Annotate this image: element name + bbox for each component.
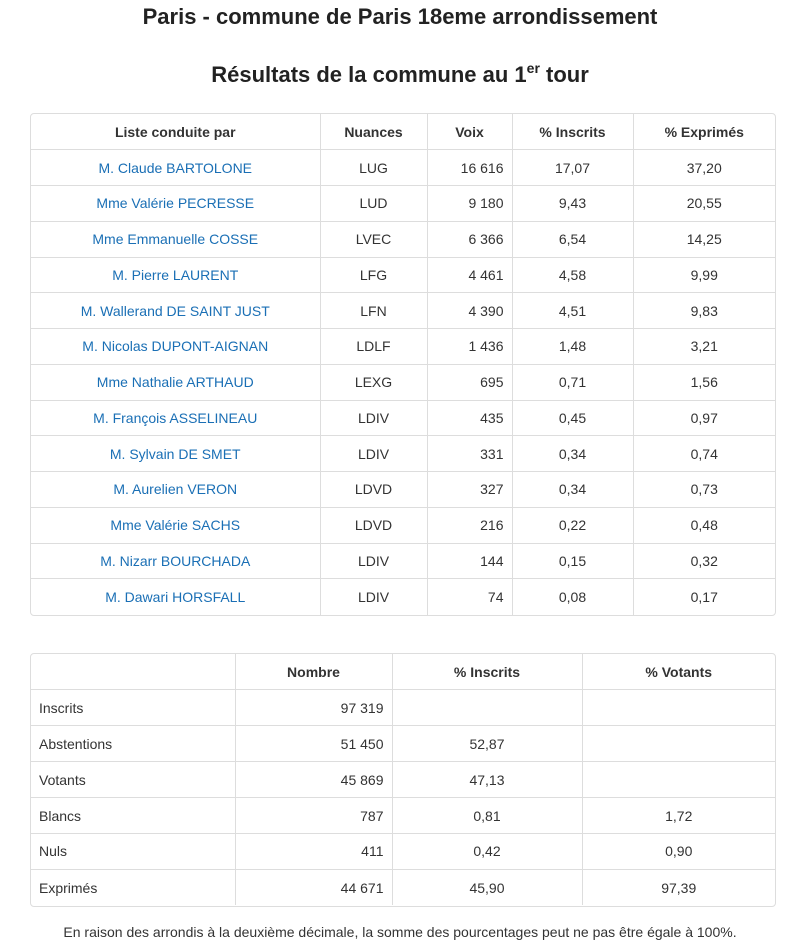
inscrits-cell: 0,71 xyxy=(512,364,633,400)
voix-cell: 327 xyxy=(427,472,512,508)
totals-row xyxy=(31,798,775,834)
voix-cell: 9 180 xyxy=(427,186,512,222)
exprimes-cell: 37,20 xyxy=(633,150,775,186)
header-nombre: Nombre xyxy=(235,654,392,690)
candidate-row xyxy=(31,221,775,257)
candidates-table xyxy=(31,114,775,615)
totals-inscrits-cell xyxy=(392,690,582,726)
totals-nombre-cell: 411 xyxy=(235,833,392,869)
totals-votants-cell xyxy=(582,690,775,726)
nuance-cell: LFN xyxy=(320,293,427,329)
header-totals-inscrits: % Inscrits xyxy=(392,654,582,690)
nuance-cell: LDIV xyxy=(320,543,427,579)
inscrits-cell: 0,34 xyxy=(512,436,633,472)
exprimes-cell: 9,83 xyxy=(633,293,775,329)
results-subtitle xyxy=(0,60,800,90)
totals-row xyxy=(31,762,775,798)
voix-cell: 16 616 xyxy=(427,150,512,186)
inscrits-cell: 0,22 xyxy=(512,507,633,543)
voix-cell: 435 xyxy=(427,400,512,436)
candidate-link[interactable]: Mme Valérie PECRESSE xyxy=(96,195,255,212)
exprimes-cell: 0,32 xyxy=(633,543,775,579)
candidate-name-cell xyxy=(31,257,320,293)
candidate-name-cell xyxy=(31,472,320,508)
voix-cell: 144 xyxy=(427,543,512,579)
candidate-name-cell xyxy=(31,329,320,365)
candidate-row xyxy=(31,543,775,579)
totals-row xyxy=(31,726,775,762)
candidate-row xyxy=(31,436,775,472)
voix-cell: 695 xyxy=(427,364,512,400)
candidate-row xyxy=(31,293,775,329)
exprimes-cell: 3,21 xyxy=(633,329,775,365)
candidate-row xyxy=(31,472,775,508)
header-nuances: Nuances xyxy=(320,114,427,150)
totals-votants-cell xyxy=(582,762,775,798)
candidate-link[interactable]: M. Wallerand DE SAINT JUST xyxy=(80,302,270,319)
subtitle-end: tour xyxy=(539,62,589,87)
header-inscrits: % Inscrits xyxy=(512,114,633,150)
inscrits-cell: 0,45 xyxy=(512,400,633,436)
header-liste: Liste conduite par xyxy=(31,114,320,150)
totals-inscrits-cell: 47,13 xyxy=(392,762,582,798)
candidate-link[interactable]: M. François ASSELINEAU xyxy=(93,409,258,426)
inscrits-cell: 0,15 xyxy=(512,543,633,579)
exprimes-cell: 0,48 xyxy=(633,507,775,543)
candidate-link[interactable]: Mme Nathalie ARTHAUD xyxy=(96,374,254,391)
candidate-link[interactable]: M. Sylvain DE SMET xyxy=(109,445,241,462)
candidate-name-cell xyxy=(31,436,320,472)
candidate-link[interactable]: M. Dawari HORSFALL xyxy=(105,588,246,605)
candidate-row xyxy=(31,400,775,436)
totals-label-cell: Inscrits xyxy=(31,690,235,726)
candidate-name-cell xyxy=(31,400,320,436)
candidate-name-cell xyxy=(31,186,320,222)
candidate-link[interactable]: M. Nicolas DUPONT-AIGNAN xyxy=(82,338,269,355)
exprimes-cell: 0,74 xyxy=(633,436,775,472)
candidate-row xyxy=(31,364,775,400)
subtitle-superscript: er xyxy=(526,60,540,76)
inscrits-cell: 1,48 xyxy=(512,329,633,365)
inscrits-cell: 0,08 xyxy=(512,579,633,615)
voix-cell: 4 390 xyxy=(427,293,512,329)
exprimes-cell: 20,55 xyxy=(633,186,775,222)
nuance-cell: LUD xyxy=(320,186,427,222)
exprimes-cell: 1,56 xyxy=(633,364,775,400)
totals-nombre-cell: 45 869 xyxy=(235,762,392,798)
totals-inscrits-cell: 0,81 xyxy=(392,798,582,834)
header-votants: % Votants xyxy=(582,654,775,690)
candidate-link[interactable]: M. Pierre LAURENT xyxy=(112,266,239,283)
voix-cell: 1 436 xyxy=(427,329,512,365)
candidate-row xyxy=(31,257,775,293)
nuance-cell: LDIV xyxy=(320,436,427,472)
nuance-cell: LDIV xyxy=(320,579,427,615)
candidate-link[interactable]: M. Aurelien VERON xyxy=(113,481,238,498)
candidate-row xyxy=(31,186,775,222)
totals-label-cell: Nuls xyxy=(31,833,235,869)
totals-inscrits-cell: 0,42 xyxy=(392,833,582,869)
inscrits-cell: 0,34 xyxy=(512,472,633,508)
candidate-link[interactable]: Mme Valérie SACHS xyxy=(110,517,241,534)
candidate-row xyxy=(31,507,775,543)
nuance-cell: LUG xyxy=(320,150,427,186)
candidate-link[interactable]: Mme Emmanuelle COSSE xyxy=(92,231,259,248)
nuance-cell: LDLF xyxy=(320,329,427,365)
inscrits-cell: 9,43 xyxy=(512,186,633,222)
voix-cell: 216 xyxy=(427,507,512,543)
candidate-name-cell xyxy=(31,579,320,615)
header-exprimes: % Exprimés xyxy=(633,114,775,150)
totals-nombre-cell: 51 450 xyxy=(235,726,392,762)
totals-header-row xyxy=(31,654,775,690)
exprimes-cell: 0,17 xyxy=(633,579,775,615)
candidate-name-cell xyxy=(31,221,320,257)
totals-votants-cell xyxy=(582,726,775,762)
totals-table-container xyxy=(30,653,776,907)
totals-label-cell: Abstentions xyxy=(31,726,235,762)
candidate-row xyxy=(31,329,775,365)
totals-label-cell: Exprimés xyxy=(31,869,235,905)
header-voix: Voix xyxy=(427,114,512,150)
page-title: Paris - commune de Paris 18eme arrondissement xyxy=(142,4,658,29)
nuance-cell: LEXG xyxy=(320,364,427,400)
nuance-cell: LVEC xyxy=(320,221,427,257)
nuance-cell: LDIV xyxy=(320,400,427,436)
candidate-name-cell xyxy=(31,364,320,400)
totals-table xyxy=(31,654,775,905)
inscrits-cell: 6,54 xyxy=(512,221,633,257)
exprimes-cell: 0,73 xyxy=(633,472,775,508)
candidates-table-container xyxy=(30,113,776,616)
candidates-header-row xyxy=(31,114,775,150)
exprimes-cell: 9,99 xyxy=(633,257,775,293)
candidate-row xyxy=(31,150,775,186)
subtitle-main: Résultats de la commune au 1 xyxy=(211,62,527,87)
voix-cell: 4 461 xyxy=(427,257,512,293)
totals-nombre-cell: 44 671 xyxy=(235,869,392,905)
nuance-cell: LFG xyxy=(320,257,427,293)
totals-votants-cell: 1,72 xyxy=(582,798,775,834)
voix-cell: 74 xyxy=(427,579,512,615)
footnote: En raison des arrondis à la deuxième décimale, la somme des pourcentages peut ne pas être égale à 100%. xyxy=(63,924,737,940)
candidate-name-cell xyxy=(31,543,320,579)
totals-row xyxy=(31,690,775,726)
inscrits-cell: 4,58 xyxy=(512,257,633,293)
candidate-name-cell xyxy=(31,293,320,329)
header-empty xyxy=(31,654,235,690)
totals-row xyxy=(31,833,775,869)
totals-row xyxy=(31,869,775,905)
candidate-link[interactable]: M. Claude BARTOLONE xyxy=(98,159,253,176)
totals-nombre-cell: 787 xyxy=(235,798,392,834)
candidate-name-cell xyxy=(31,150,320,186)
voix-cell: 331 xyxy=(427,436,512,472)
totals-label-cell: Blancs xyxy=(31,798,235,834)
inscrits-cell: 4,51 xyxy=(512,293,633,329)
totals-votants-cell: 97,39 xyxy=(582,869,775,905)
totals-body xyxy=(31,690,775,905)
nuance-cell: LDVD xyxy=(320,507,427,543)
candidate-row xyxy=(31,579,775,615)
totals-inscrits-cell: 45,90 xyxy=(392,869,582,905)
exprimes-cell: 14,25 xyxy=(633,221,775,257)
candidates-body xyxy=(31,150,775,615)
totals-label-cell: Votants xyxy=(31,762,235,798)
totals-nombre-cell: 97 319 xyxy=(235,690,392,726)
candidate-link[interactable]: M. Nizarr BOURCHADA xyxy=(100,552,251,569)
totals-votants-cell: 0,90 xyxy=(582,833,775,869)
nuance-cell: LDVD xyxy=(320,472,427,508)
inscrits-cell: 17,07 xyxy=(512,150,633,186)
totals-inscrits-cell: 52,87 xyxy=(392,726,582,762)
candidate-name-cell xyxy=(31,507,320,543)
voix-cell: 6 366 xyxy=(427,221,512,257)
exprimes-cell: 0,97 xyxy=(633,400,775,436)
